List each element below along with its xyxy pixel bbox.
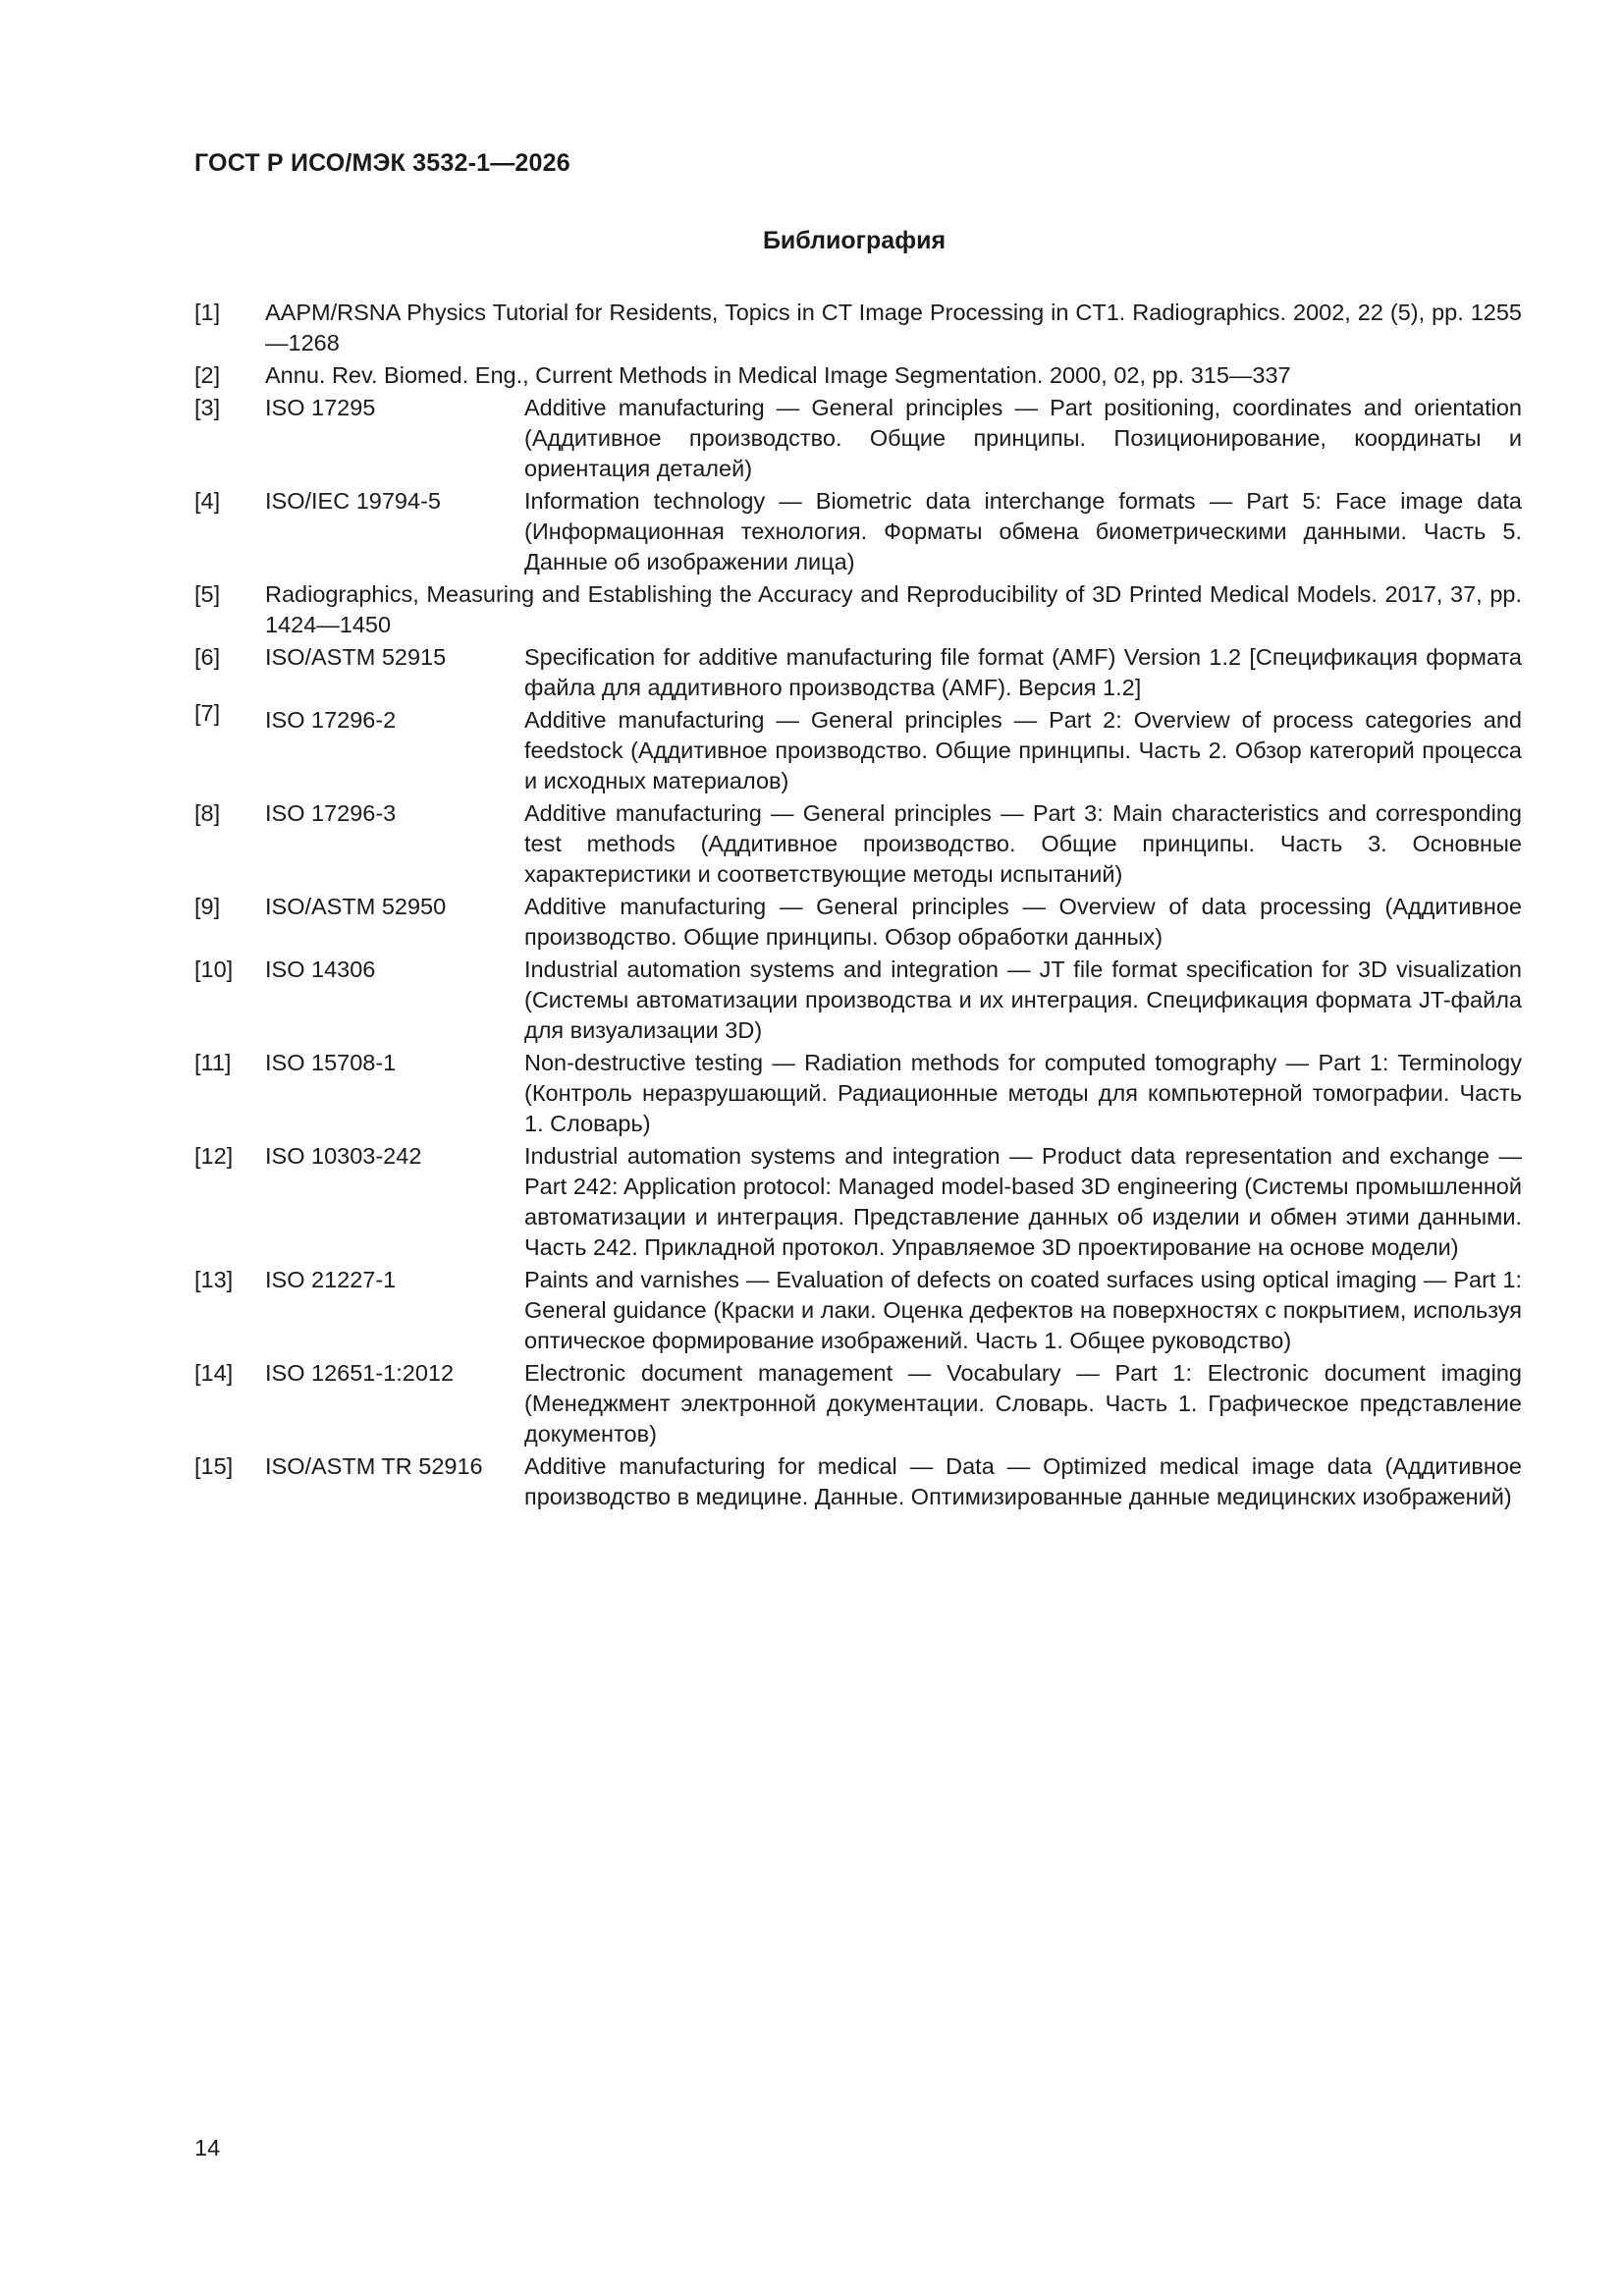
- section-title: Библиография: [762, 227, 947, 254]
- bibliography-entry: [194, 1141, 1522, 1263]
- document-header: ГОСТ Р ИСО/МЭК 3532-1—2026: [194, 149, 570, 177]
- entry-standard-code: ISO 21227-1: [265, 1267, 397, 1292]
- entry-standard-code: ISO 12651-1:2012: [265, 1360, 455, 1386]
- entry-number: [12]: [194, 1143, 234, 1169]
- entry-number: [13]: [194, 1267, 234, 1292]
- bibliography-entry: [194, 1265, 1522, 1356]
- bibliography-entry: [194, 360, 1522, 391]
- entry-standard-code: ISO 14306: [265, 957, 376, 982]
- bibliography-entry: [194, 798, 1522, 890]
- bibliography-entry: [194, 1358, 1522, 1449]
- entry-standard-code: ISO/IEC 19794-5: [265, 488, 441, 514]
- bibliography-entry: [194, 955, 1522, 1046]
- bibliography-entry: [194, 892, 1522, 953]
- entry-number: [10]: [194, 957, 234, 982]
- entry-standard-code: ISO/ASTM 52915: [265, 644, 447, 670]
- bibliography-entry: [194, 298, 1522, 358]
- entry-standard-code: ISO/ASTM 52950: [265, 894, 447, 919]
- entry-title: Additive manufacturing — General principles — Part 2: Overview of process categories and feedstock (Аддитивное производство. Общие принципы. Часть 2. Обзор категорий процесса и исходных материалов): [524, 707, 1522, 793]
- entry-standard-code: ISO 17296-3: [265, 800, 397, 826]
- entry-title: Paints and varnishes — Evaluation of defects on coated surfaces using optical imaging — Part 1: General guidance (Краски и лаки. Оценка дефектов на поверхностях с покрытием, используя оптическое формирование изображений. Часть 1. Общее руководство): [524, 1267, 1522, 1353]
- entry-standard-code: ISO/ASTM TR 52916: [265, 1453, 483, 1479]
- entry-title: Additive manufacturing for medical — Data — Optimized medical image data (Аддитивное производство в медицине. Данные. Оптимизированные данные медицинских изображений): [524, 1453, 1522, 1509]
- bibliography-entry: [194, 642, 1522, 703]
- entry-standard-code: ISO 15708-1: [265, 1050, 397, 1075]
- entry-title: Non-destructive testing — Radiation methods for computed tomography — Part 1: Terminology (Контроль неразрушающий. Радиационные методы для компьютерной томографии. Часть 1. Словарь): [524, 1050, 1522, 1136]
- entry-title: Specification for additive manufacturing file format (AMF) Version 1.2 [Спецификация формата файла для аддитивного производства (AMF). Версия 1.2]: [524, 644, 1522, 700]
- entry-title: Additive manufacturing — General principles — Part positioning, coordinates and orientation (Аддитивное производство. Общие принципы. Позиционирование, координаты и ориентация деталей): [524, 395, 1522, 481]
- entry-title: Additive manufacturing — General principles — Part 3: Main characteristics and corresponding test methods (Аддитивное производство. Общие принципы. Часть 3. Основные характеристики и соответствующие методы испытаний): [524, 800, 1522, 887]
- bibliography-entry: [194, 1451, 1522, 1512]
- entry-number: [7]: [194, 700, 221, 726]
- bibliography-entry: [194, 486, 1522, 577]
- entry-text: Annu. Rev. Biomed. Eng., Current Methods in Medical Image Segmentation. 2000, 02, pp. 315—337: [265, 362, 1291, 388]
- bibliography-entry: [194, 393, 1522, 484]
- entry-number: [14]: [194, 1360, 234, 1386]
- entry-title: Information technology — Biometric data interchange formats — Part 5: Face image data (Информационная технология. Форматы обмена биометрическими данными. Часть 5. Данные об изображении лица): [524, 488, 1522, 574]
- entry-number: [15]: [194, 1453, 234, 1479]
- entry-title: Industrial automation systems and integration — Product data representation and exchange — Part 242: Application protocol: Managed model-based 3D engineering (Системы промышленной автоматизации и интеграция. Представление данных об изделии и обмен этими данными. Часть 242. Прикладной протокол. Управляемое 3D проектирование на основе модели): [524, 1143, 1522, 1260]
- bibliography-list: [194, 298, 1522, 1514]
- entry-number: [3]: [194, 395, 221, 420]
- entry-number: [5]: [194, 581, 221, 607]
- entry-standard-code: ISO 17295: [265, 395, 376, 420]
- bibliography-entry: [194, 579, 1522, 640]
- entry-title: Industrial automation systems and integration — JT file format specification for 3D visualization (Системы автоматизации производства и их интеграция. Спецификация формата JT-файла для визуализации 3D): [524, 957, 1522, 1043]
- entry-number: [1]: [194, 300, 221, 325]
- bibliography-entry: [194, 700, 1522, 796]
- page-number: 14: [194, 2135, 221, 2160]
- entry-standard-code: ISO 17296-2: [265, 707, 397, 733]
- entry-number: [4]: [194, 488, 221, 514]
- entry-standard-code: ISO 10303-242: [265, 1143, 422, 1169]
- bibliography-entry: [194, 1048, 1522, 1139]
- entry-title: Electronic document management — Vocabulary — Part 1: Electronic document imaging (Менеджмент электронной документации. Словарь. Часть 1. Графическое представление документов): [524, 1360, 1522, 1447]
- entry-number: [11]: [194, 1050, 232, 1075]
- entry-text: AAPM/RSNA Physics Tutorial for Residents, Topics in CT Image Processing in CT1. Radiographics. 2002, 22 (5), pp. 1255—1268: [265, 300, 1522, 355]
- entry-number: [9]: [194, 894, 221, 919]
- entry-number: [2]: [194, 362, 221, 388]
- entry-number: [8]: [194, 800, 221, 826]
- entry-title: Additive manufacturing — General principles — Overview of data processing (Аддитивное производство. Общие принципы. Обзор обработки данных): [524, 894, 1522, 950]
- entry-text: Radiographics, Measuring and Establishing the Accuracy and Reproducibility of 3D Printed Medical Models. 2017, 37, pp. 1424—1450: [265, 581, 1522, 637]
- entry-number: [6]: [194, 644, 221, 670]
